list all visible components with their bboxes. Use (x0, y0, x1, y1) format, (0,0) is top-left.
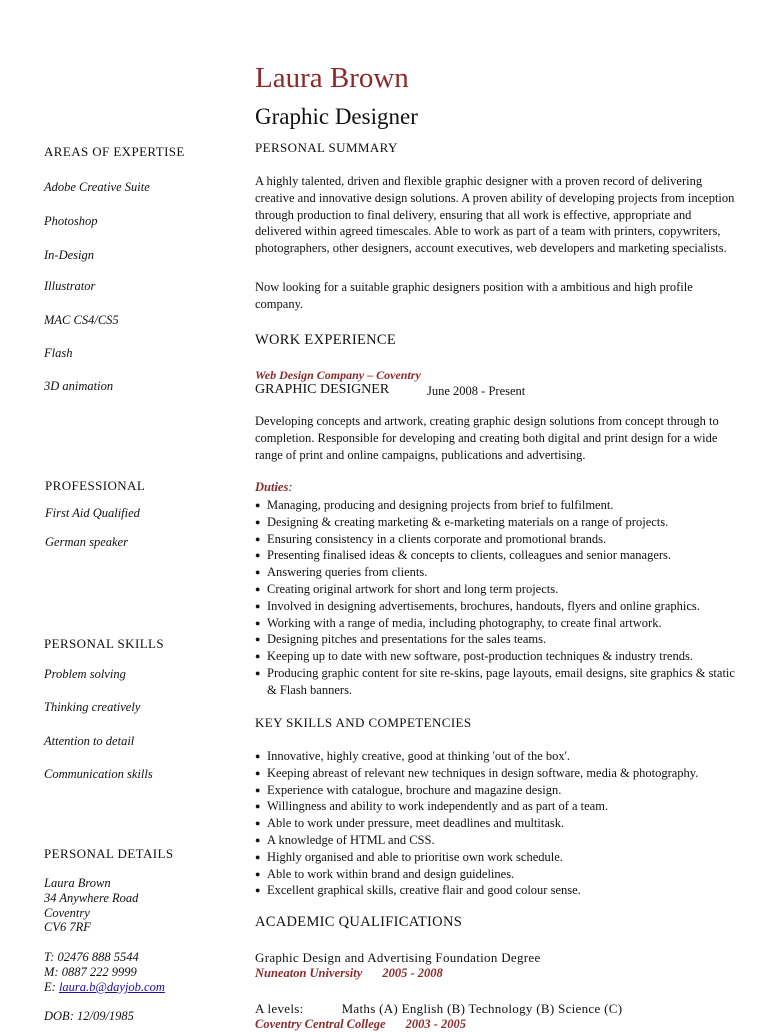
list-item: ● Innovative, highly creative, good at thinking 'out of the box'. (255, 748, 745, 765)
skill-item: Thinking creatively (44, 700, 141, 714)
skill-item: Attention to detail (44, 734, 135, 748)
address-line: 34 Anywhere Road (44, 891, 139, 905)
candidate-name: Laura Brown (255, 62, 409, 94)
list-item: ● Working with a range of media, including photography, to create final artwork. (255, 615, 745, 632)
list-item: ● Able to work within brand and design guidelines. (255, 866, 745, 883)
list-item: ● Able to work under pressure, meet deadlines and multitask. (255, 815, 745, 832)
list-item: ● Producing graphic content for site re-skins, page layouts, email designs, site graphics & static & Flash banners. (255, 665, 745, 699)
address-line: Coventry (44, 906, 90, 920)
expertise-item: Adobe Creative Suite (44, 180, 150, 194)
summary-paragraph: Now looking for a suitable graphic designers position with a ambitious and high profile company. (255, 280, 693, 311)
list-item: ● Answering queries from clients. (255, 564, 745, 581)
college: Coventry Central College (255, 1017, 386, 1031)
address-line: CV6 7RF (44, 920, 91, 934)
list-item: ● Ensuring consistency in a clients corporate and promotional brands. (255, 531, 745, 548)
key-skills-heading: KEY SKILLS AND COMPETENCIES (255, 715, 472, 730)
professional-heading: PROFESSIONAL (45, 478, 146, 493)
expertise-heading: AREAS OF EXPERTISE (44, 144, 185, 159)
duties-label-text: Duties (255, 480, 289, 494)
expertise-item: In-Design (44, 248, 94, 262)
list-item: ● Excellent graphical skills, creative flair and good colour sense. (255, 882, 745, 899)
university-dates: 2005 - 2008 (382, 966, 443, 980)
list-item: ● Involved in designing advertisements, brochures, handouts, flyers and online graphics. (255, 598, 745, 615)
list-item: ● A knowledge of HTML and CSS. (255, 832, 745, 849)
university: Nuneaton University (255, 966, 363, 980)
summary-paragraph: A highly talented, driven and flexible graphic designer with a proven record of delivering creative and innovative design solutions. A proven ability of developing projects from inception through production to final delivery, ensuring that all work is effective, appropriate and delivered within agreed timescales. Able to work as part of a team with printers, copywriters, photographers, other designers, account executives, web developers and marketing specialists. (255, 174, 735, 256)
email-link[interactable]: laura.b@dayjob.com (58, 980, 165, 994)
email-prefix: E: (44, 980, 59, 994)
key-skills-list (255, 748, 745, 899)
professional-item: German speaker (45, 535, 128, 549)
job-title: GRAPHIC DESIGNER (255, 382, 390, 397)
professional-item: First Aid Qualified (45, 506, 140, 520)
list-item: ● Keeping abreast of relevant new techniques in design software, media & photography. (255, 765, 745, 782)
duties-list (255, 497, 745, 699)
a-levels-line (255, 1001, 622, 1017)
mobile: M: 0887 222 9999 (44, 965, 137, 979)
email-line (44, 980, 165, 995)
address-line: Laura Brown (44, 876, 111, 890)
expertise-item: Photoshop (44, 214, 98, 228)
a-levels-grades: Maths (A) English (B) Technology (B) Science (C) (341, 1001, 623, 1016)
college-dates: 2003 - 2005 (405, 1017, 466, 1031)
list-item: ● Willingness and ability to work independently and as part of a team. (255, 798, 745, 815)
a-levels-label: A levels: (255, 1001, 304, 1016)
work-heading: WORK EXPERIENCE (255, 332, 397, 348)
list-item: ● Managing, producing and designing projects from brief to fulfilment. (255, 497, 745, 514)
expertise-item: MAC CS4/CS5 (44, 313, 119, 327)
skills-heading: PERSONAL SKILLS (44, 636, 165, 651)
job-dates: June 2008 - Present (427, 384, 526, 398)
job-role: Graphic Designer (255, 104, 418, 129)
degree: Graphic Design and Advertising Foundation Degree (255, 950, 541, 965)
skill-item: Communication skills (44, 767, 153, 781)
skill-item: Problem solving (44, 667, 126, 681)
summary-heading: PERSONAL SUMMARY (255, 140, 398, 155)
list-item: ● Keeping up to date with new software, post-production techniques & industry trends. (255, 648, 745, 665)
list-item: ● Creating original artwork for short and long term projects. (255, 581, 745, 598)
duties-label (255, 480, 293, 495)
telephone: T: 02476 888 5544 (44, 950, 139, 964)
list-item: ● Highly organised and able to prioritise own work schedule. (255, 849, 745, 866)
college-line (255, 1017, 466, 1032)
expertise-item: Illustrator (44, 279, 96, 293)
list-item: ● Designing pitches and presentations for the sales teams. (255, 631, 745, 648)
academic-heading: ACADEMIC QUALIFICATIONS (255, 914, 463, 930)
expertise-item: 3D animation (44, 379, 114, 393)
job-description: Developing concepts and artwork, creating graphic design solutions from concept through to completion. Responsible for developing and creating both digital and print design for a wide range of print and online campaigns, publications and advertising. (255, 414, 719, 462)
date-of-birth: DOB: 12/09/1985 (44, 1009, 134, 1023)
university-line (255, 966, 443, 981)
list-item: ● Experience with catalogue, brochure and magazine design. (255, 782, 745, 799)
details-heading: PERSONAL DETAILS (44, 846, 174, 861)
list-item: ● Presenting finalised ideas & concepts to clients, colleagues and senior managers. (255, 547, 745, 564)
duties-colon: : (288, 480, 293, 494)
list-item: ● Designing & creating marketing & e-marketing materials on a range of projects. (255, 514, 745, 531)
employer: Web Design Company – Coventry (255, 368, 421, 382)
expertise-item: Flash (44, 346, 73, 360)
